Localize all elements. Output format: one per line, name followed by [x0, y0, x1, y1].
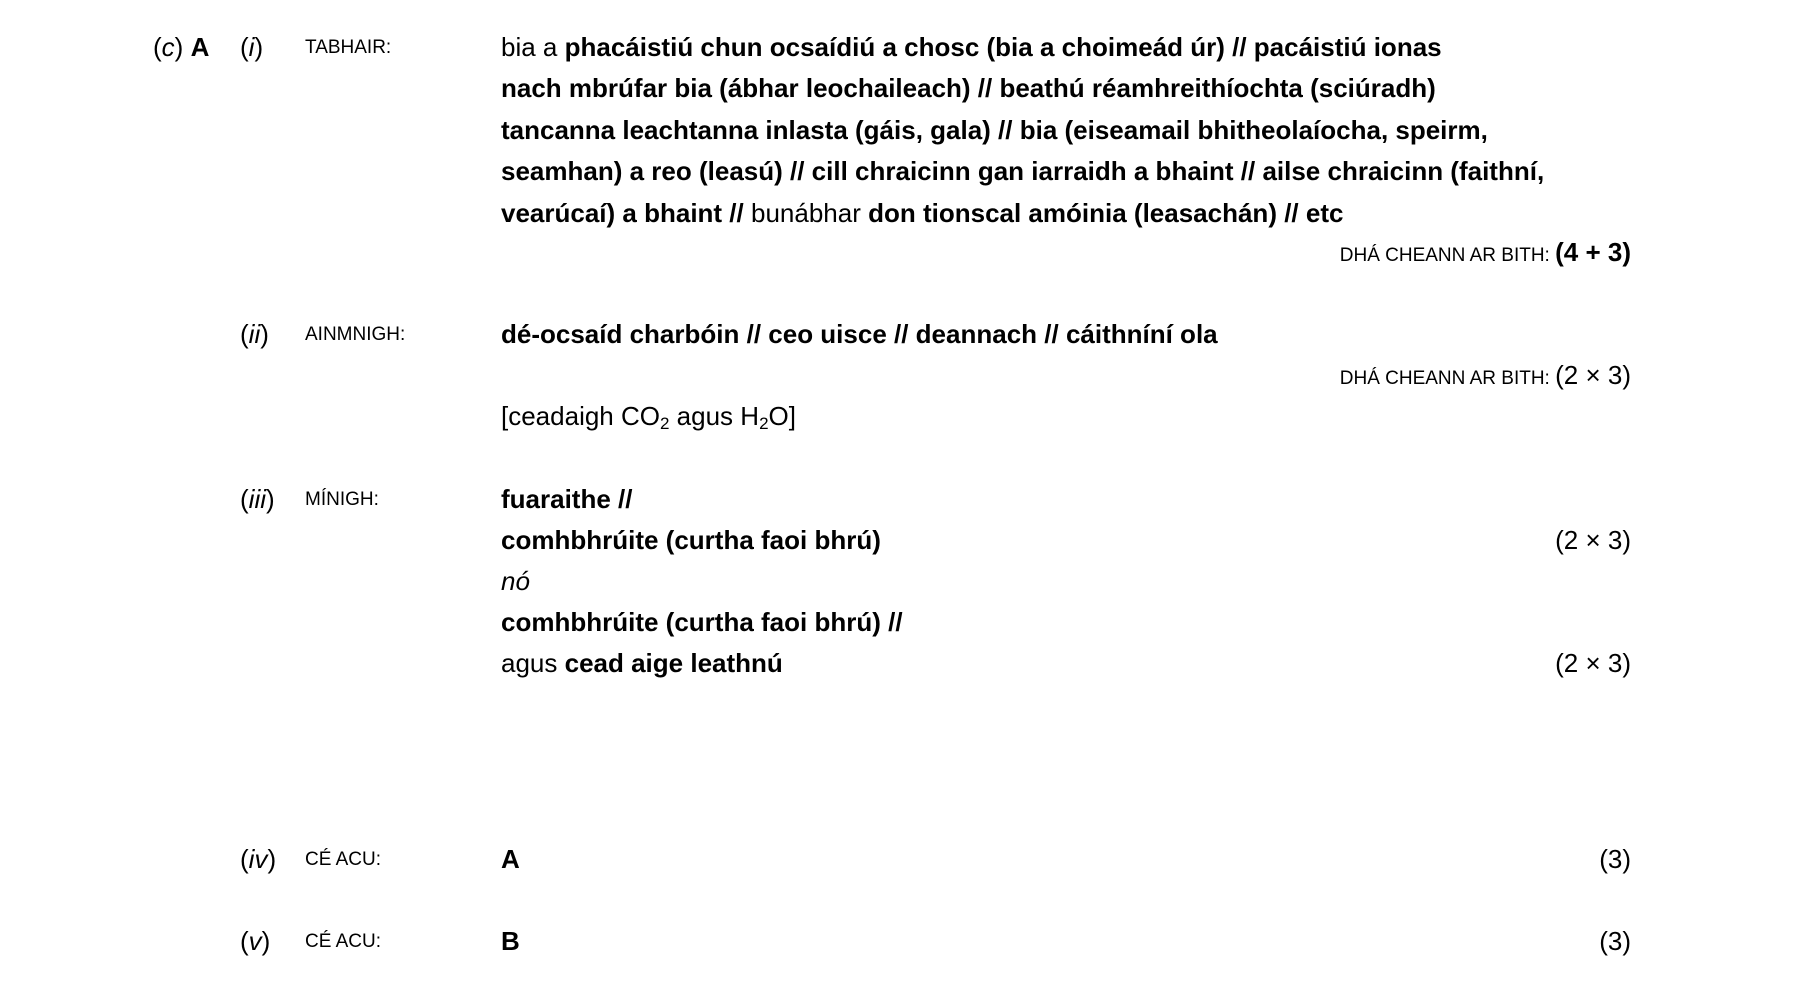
question-label: MÍNIGH: — [305, 489, 379, 510]
question-label: TABHAIR: — [305, 37, 392, 58]
marks: (3) — [1599, 926, 1631, 956]
answer: dé-ocsaíd charbóin // ceo uisce // deannach // cáithníní ola — [501, 319, 1218, 349]
question-number: (iv) — [240, 844, 277, 874]
answer: B — [501, 926, 520, 956]
question-label: CÉ ACU: — [305, 849, 382, 870]
or-text: nó — [501, 566, 530, 596]
marks: (2 × 3) — [1555, 525, 1631, 555]
question-label: CÉ ACU: — [305, 931, 382, 952]
section-letter: A — [190, 32, 210, 62]
marks: (2 × 3) — [1555, 648, 1631, 678]
answer-text: bia a — [501, 32, 565, 62]
marks: DHÁ CHEANN AR BITH: (2 × 3) — [1339, 360, 1631, 390]
question-number: (iii) — [240, 484, 275, 514]
answer-line: comhbhrúite (curtha faoi bhrú) // — [501, 607, 903, 637]
answer-text: seamhan) a reo (leasú) // cill chraicinn gan iarraidh a bhaint // ailse chraicinn (faithní, — [501, 156, 1545, 187]
answer-text: phacáistiú chun ocsaídiú a chosc (bia a choimeád úr) // pacáistiú ionas — [564, 32, 1442, 62]
question-number: (i) — [240, 32, 264, 62]
question-number: (ii) — [240, 319, 269, 349]
note: [ceadaigh $CO_2$ agus $H_2O$] — [501, 401, 796, 433]
marks: (3) — [1599, 844, 1631, 874]
part-letter: c — [161, 32, 175, 62]
answer-line — [501, 196, 1343, 230]
answer-line — [501, 30, 1442, 64]
answer-text: tancanna leachtanna inlasta (gáis, gala) // bia (eiseamail bhitheolaíocha, speirm, — [501, 114, 1488, 145]
answer-text: vearúcaí) a bhaint // — [501, 197, 751, 228]
question-number: (v) — [240, 926, 271, 956]
answer-line: agus cead aige leathnú — [501, 648, 783, 678]
answer-text: nach mbrúfar bia (ábhar leochaileach) // beathú réamhreithíochta (sciúradh) — [501, 73, 1436, 104]
question-label: AINMNIGH: — [305, 324, 406, 345]
part-label: (c) A — [153, 32, 210, 62]
answer-line — [501, 71, 1436, 105]
answer-line — [501, 154, 1544, 188]
answer-text: don tionscal amóinia (leasachán) // etc — [868, 197, 1344, 228]
marks: DHÁ CHEANN AR BITH: (4 + 3) — [1339, 237, 1631, 267]
answer-text: bunábhar — [750, 197, 869, 228]
answer-line: comhbhrúite (curtha faoi bhrú) — [501, 525, 881, 555]
answer: A — [501, 844, 520, 874]
answer-line: fuaraithe // — [501, 484, 633, 514]
answer-line — [501, 113, 1488, 147]
